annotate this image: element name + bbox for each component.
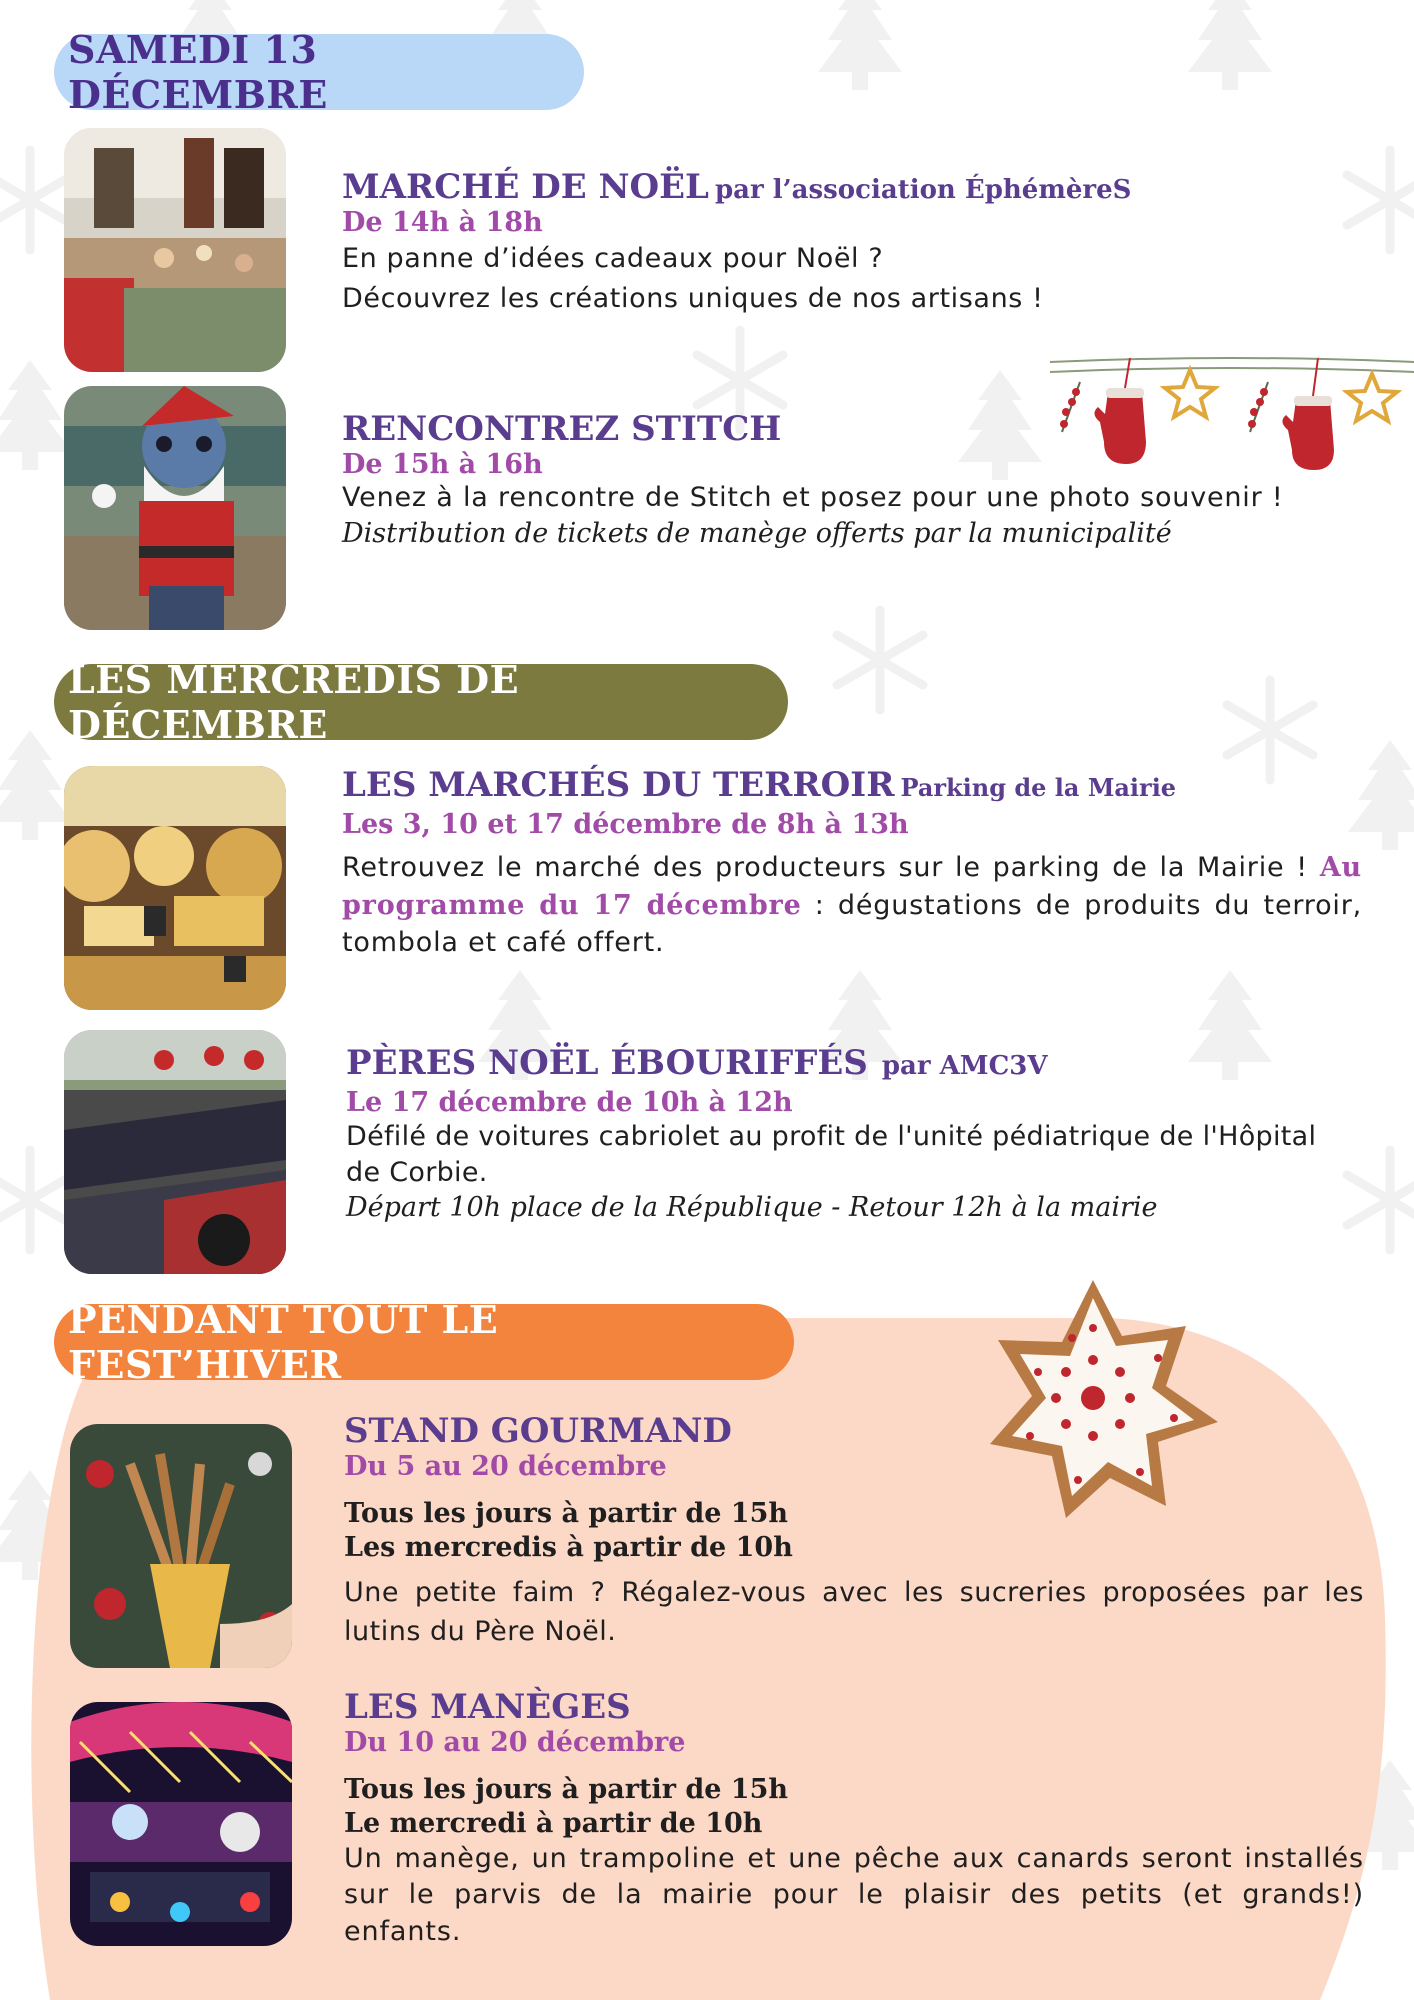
section-heading-text: LES MERCREDIS DE DÉCEMBRE (68, 657, 520, 747)
event-christmas-market (342, 168, 1362, 318)
event-description-line: Découvrez les créations uniques de nos artisans ! (342, 282, 1044, 314)
event-sweets-stand (344, 1412, 1364, 1651)
santa-convertibles-photo (64, 1030, 286, 1274)
stitch-photo (64, 386, 286, 630)
event-date: Les 3, 10 et 17 décembre de 8h à 13h (342, 809, 909, 841)
event-subtitle: Parking de la Mairie (900, 773, 1177, 802)
carousel-photo (70, 1702, 292, 1946)
event-description (342, 849, 1362, 961)
event-date: De 15h à 16h (342, 449, 543, 481)
event-description: Venez à la rencontre de Stitch et posez pour une photo souvenir ! (342, 482, 1284, 514)
event-subtitle: par AMC3V (881, 1051, 1048, 1081)
event-note: Distribution de tickets de manège offerts par la municipalité (342, 518, 1172, 550)
section-heading-saturday (54, 27, 584, 117)
sweets-stand-photo (70, 1424, 292, 1668)
event-stitch (342, 410, 1362, 551)
event-date: Le 17 décembre de 10h à 12h (346, 1087, 793, 1119)
event-schedule-line: Le mercredi à partir de 10h (344, 1808, 763, 1840)
event-description (342, 239, 1362, 317)
cheese-market-photo (64, 766, 286, 1010)
event-title: LES MANÈGES (344, 1687, 631, 1727)
christmas-market-photo (64, 128, 286, 372)
event-title (342, 168, 1362, 207)
event-title: STAND GOURMAND (344, 1411, 732, 1451)
event-title-text: PÈRES NOËL ÉBOURIFFÉS (346, 1043, 868, 1083)
event-title-text: LES MARCHÉS DU TERROIR (342, 765, 895, 805)
event-description: Un manège, un trampoline et une pêche aux canards seront installés sur le parvis de la mairie pour le plaisir des petits (et grands!) enfants. (344, 1842, 1364, 1947)
event-schedule-line: Tous les jours à partir de 15h (344, 1774, 789, 1806)
event-local-markets (342, 766, 1362, 961)
event-santa-convertibles (346, 1044, 1366, 1225)
event-description-line: En panne d’idées cadeaux pour Noël ? (342, 243, 884, 275)
event-highlight: Au programme du 17 décembre (342, 852, 1362, 921)
event-schedule-line: Les mercredis à partir de 10h (344, 1532, 793, 1564)
event-schedule-line: Tous les jours à partir de 15h (344, 1498, 789, 1530)
event-title (342, 766, 1362, 805)
event-schedule (344, 1773, 1364, 1841)
section-heading-wednesdays (54, 657, 788, 747)
event-description-text: Retrouvez le marché des producteurs sur le parking de la Mairie ! (342, 852, 1308, 884)
section-heading-text: SAMEDI 13 DÉCEMBRE (68, 27, 328, 117)
event-title (346, 1044, 1366, 1083)
section-heading-text: PENDANT TOUT LE FEST’HIVER (68, 1297, 499, 1387)
event-description-text: : dégustations de produits du terroir, tombola et café offert. (342, 889, 1362, 958)
event-date: De 14h à 18h (342, 207, 543, 239)
event-note: Départ 10h place de la République - Retour 12h à la mairie (346, 1191, 1158, 1223)
section-heading-whole-festival (54, 1297, 794, 1387)
event-title: RENCONTREZ STITCH (342, 409, 782, 449)
event-schedule (344, 1497, 1364, 1565)
event-date: Du 10 au 20 décembre (344, 1727, 686, 1759)
event-carousels (344, 1688, 1364, 1950)
event-description: Défilé de voitures cabriolet au profit de l'unité pédiatrique de l'Hôpital de Corbie. (346, 1121, 1317, 1188)
event-description: Une petite faim ? Régalez-vous avec les sucreries proposées par les lutins du Père Noël. (344, 1576, 1364, 1648)
event-date: Du 5 au 20 décembre (344, 1451, 667, 1483)
event-title-text: MARCHÉ DE NOËL (342, 167, 709, 207)
event-subtitle: par l’association ÉphémèreS (714, 175, 1132, 205)
